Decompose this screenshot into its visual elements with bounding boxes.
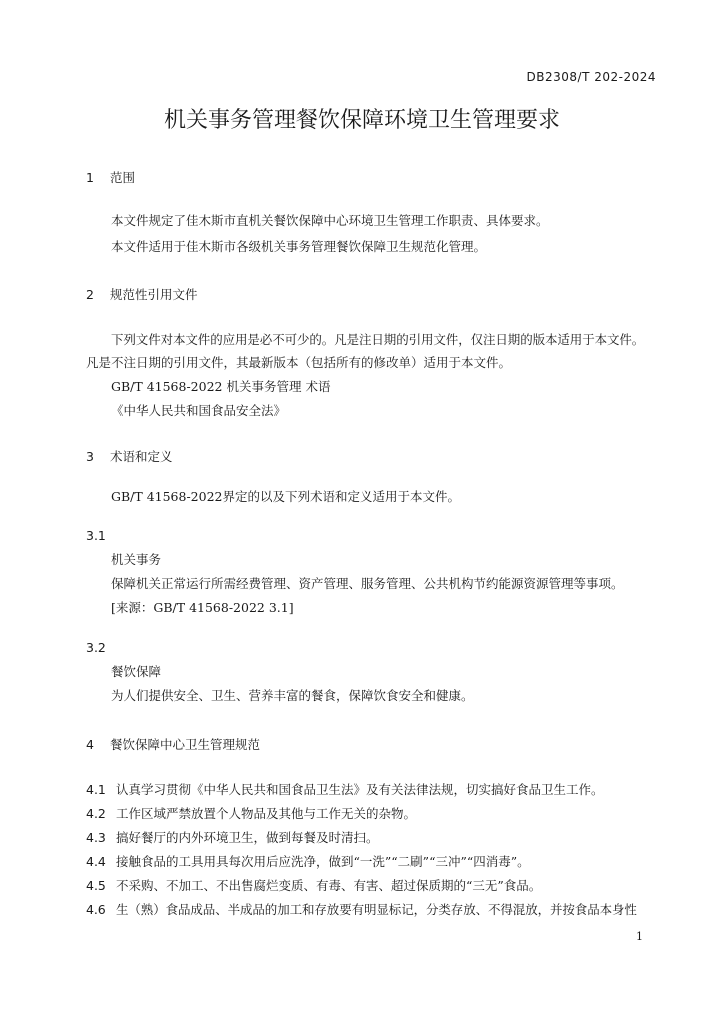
paragraph: 本文件规定了佳木斯市直机关餐饮保障中心环境卫生管理工作职责、具体要求。 xyxy=(111,213,549,228)
term-name: 机关事务 xyxy=(111,552,162,567)
term-number: 3.1 xyxy=(86,528,106,543)
list-item xyxy=(86,900,637,918)
section-2-heading xyxy=(86,285,198,303)
item-text: 工作区域严禁放置个人物品及其他与工作无关的杂物。 xyxy=(116,806,417,821)
list-item xyxy=(86,780,604,798)
list-item xyxy=(86,828,379,846)
item-number: 4.3 xyxy=(86,830,106,845)
section-number: 2 xyxy=(86,287,94,302)
item-text: 生（熟）食品成品、半成品的加工和存放要有明显标记，分类存放、不得混放，并按食品本身性 xyxy=(116,902,637,917)
item-number: 4.2 xyxy=(86,806,106,821)
section-number: 3 xyxy=(86,449,94,464)
page-title: 机关事务管理餐饮保障环境卫生管理要求 xyxy=(163,108,560,133)
item-number: 4.5 xyxy=(86,878,106,893)
item-text: 不采购、不加工、不出售腐烂变质、有毒、有害、超过保质期的“三无”食品。 xyxy=(116,878,542,893)
item-number: 4.1 xyxy=(86,782,106,797)
item-text: 搞好餐厅的内外环境卫生，做到每餐及时清扫。 xyxy=(116,830,379,845)
paragraph: 本文件适用于佳木斯市各级机关事务管理餐饮保障卫生规范化管理。 xyxy=(111,239,487,254)
list-item xyxy=(86,804,416,822)
reference-item: 《中华人民共和国食品安全法》 xyxy=(111,403,287,418)
term-definition: 保障机关正常运行所需经费管理、资产管理、服务管理、公共机构节约能源资源管理等事项。 xyxy=(111,576,624,591)
term-name: 餐饮保障 xyxy=(111,664,162,679)
page-number: 1 xyxy=(636,930,643,943)
item-number: 4.4 xyxy=(86,854,106,869)
section-title: 范围 xyxy=(109,170,135,185)
item-text: 认真学习贯彻《中华人民共和国食品卫生法》及有关法律法规，切实搞好食品卫生工作。 xyxy=(116,782,604,797)
paragraph: GB/T 41568-2022界定的以及下列术语和定义适用于本文件。 xyxy=(111,489,460,504)
section-number: 1 xyxy=(86,170,94,185)
document-number: DB2308/T 202-2024 xyxy=(526,70,656,84)
term-source: [来源：GB/T 41568-2022 3.1] xyxy=(111,600,294,615)
term-definition: 为人们提供安全、卫生、营养丰富的餐食，保障饮食安全和健康。 xyxy=(111,688,474,703)
reference-item: GB/T 41568-2022 机关事务管理 术语 xyxy=(111,379,331,394)
item-text: 接触食品的工具用具每次用后应洗净，做到“一洗”“二刷”“三冲”“四消毒”。 xyxy=(116,854,530,869)
section-4-heading xyxy=(86,735,260,753)
paragraph-continuation: 凡是不注日期的引用文件，其最新版本（包括所有的修改单）适用于本文件。 xyxy=(86,355,512,370)
section-title: 规范性引用文件 xyxy=(109,287,198,302)
list-item xyxy=(86,852,530,870)
paragraph: 下列文件对本文件的应用是必不可少的。凡是注日期的引用文件，仅注日期的版本适用于本文件。 xyxy=(111,332,645,347)
section-title: 餐饮保障中心卫生管理规范 xyxy=(109,737,260,752)
term-number: 3.2 xyxy=(86,640,106,655)
list-item xyxy=(86,876,541,894)
section-title: 术语和定义 xyxy=(109,449,173,464)
section-number: 4 xyxy=(86,737,94,752)
section-1-heading xyxy=(86,168,135,186)
section-3-heading xyxy=(86,447,173,465)
item-number: 4.6 xyxy=(86,902,106,917)
